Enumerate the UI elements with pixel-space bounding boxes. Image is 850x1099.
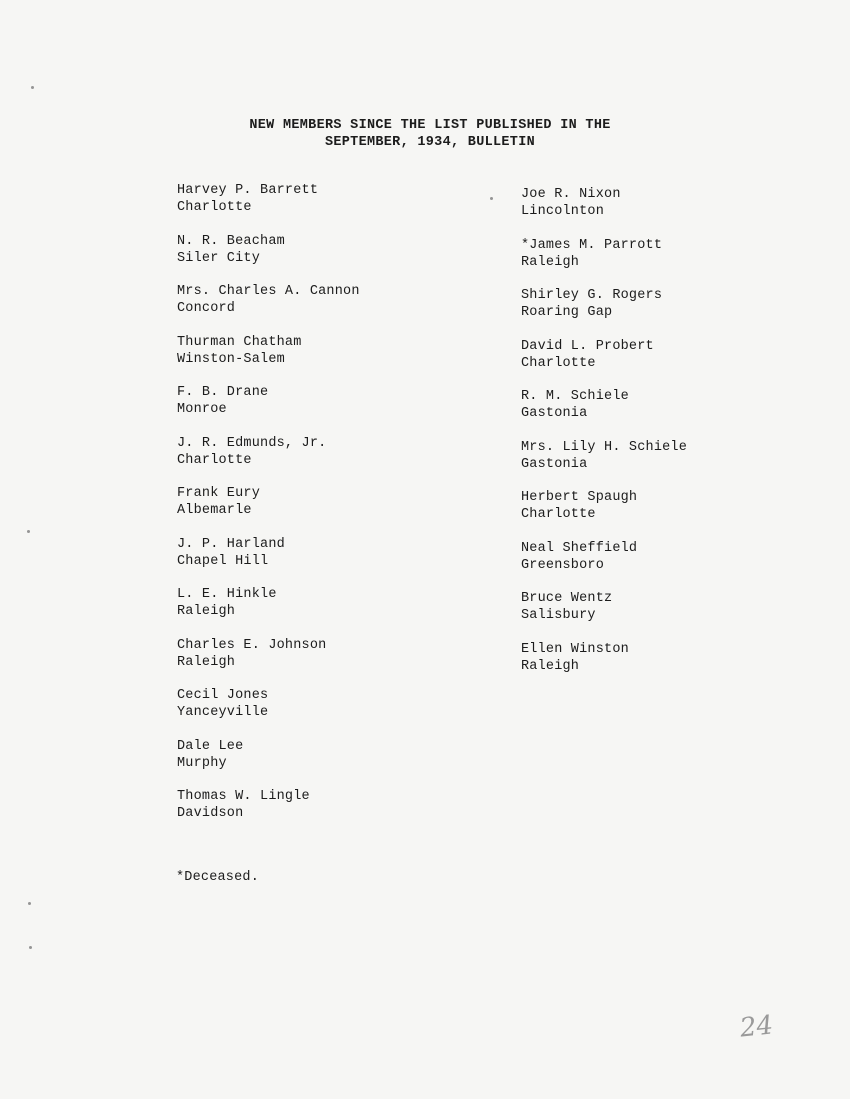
member-place: Greensboro xyxy=(521,557,605,573)
member-entry xyxy=(177,283,360,334)
member-name: Mrs. Charles A. Cannon xyxy=(177,284,360,299)
member-name: F. B. Drane xyxy=(177,385,269,400)
member-entry xyxy=(177,586,360,637)
member-place: Charlotte xyxy=(177,452,252,468)
member-name: Shirley G. Rogers xyxy=(521,288,663,303)
member-entry xyxy=(177,485,360,536)
member-entry xyxy=(521,287,687,338)
member-entry xyxy=(521,590,687,641)
member-place: Davidson xyxy=(177,806,244,821)
member-list-right xyxy=(521,186,687,691)
paper-speck xyxy=(490,197,493,200)
member-place: Chapel Hill xyxy=(177,553,269,569)
member-place: Yanceyville xyxy=(177,705,269,720)
paper-speck xyxy=(29,946,32,949)
member-name: Joe R. Nixon xyxy=(521,187,621,202)
member-place: Salisbury xyxy=(521,608,596,623)
member-name: Frank Eury xyxy=(177,486,261,501)
member-name: Neal Sheffield xyxy=(521,540,638,556)
member-name: Thurman Chatham xyxy=(177,334,302,350)
member-name: Cecil Jones xyxy=(177,688,269,703)
member-place: Raleigh xyxy=(177,604,236,619)
member-name: Mrs. Lily H. Schiele xyxy=(521,439,688,455)
member-entry xyxy=(521,388,687,439)
member-name: J. P. Harland xyxy=(177,536,285,552)
member-place: Raleigh xyxy=(521,658,580,674)
member-name: Bruce Wentz xyxy=(521,591,613,606)
member-entry xyxy=(521,439,687,490)
deceased-footnote: *Deceased. xyxy=(176,870,260,885)
member-name: Dale Lee xyxy=(177,738,244,754)
member-place: Gastonia xyxy=(521,456,588,472)
member-entry xyxy=(521,338,687,389)
member-entry xyxy=(521,237,687,288)
member-entry xyxy=(177,435,360,486)
member-name: N. R. Beacham xyxy=(177,233,285,249)
member-name: Charles E. Johnson xyxy=(177,637,327,653)
member-entry xyxy=(177,738,360,789)
member-entry xyxy=(177,788,360,839)
member-name: L. E. Hinkle xyxy=(177,587,277,602)
member-place: Murphy xyxy=(177,755,227,771)
page-heading xyxy=(0,117,850,151)
member-place: Roaring Gap xyxy=(521,305,613,320)
heading-line-1: NEW MEMBERS SINCE THE LIST PUBLISHED IN THE xyxy=(249,118,611,133)
member-name: J. R. Edmunds, Jr. xyxy=(177,435,327,451)
member-place: Gastonia xyxy=(521,406,588,421)
member-name: Ellen Winston xyxy=(521,641,629,657)
member-entry xyxy=(177,334,360,385)
member-entry xyxy=(521,186,687,237)
member-place: Charlotte xyxy=(521,355,596,371)
member-place: Concord xyxy=(177,301,236,316)
member-list-left xyxy=(177,182,360,839)
member-place: Raleigh xyxy=(177,654,236,670)
member-place: Siler City xyxy=(177,250,261,266)
member-name: *James M. Parrott xyxy=(521,237,663,253)
member-entry xyxy=(177,637,360,688)
member-entry xyxy=(177,384,360,435)
member-place: Charlotte xyxy=(177,200,252,215)
paper-speck xyxy=(27,530,30,533)
member-place: Albemarle xyxy=(177,503,252,518)
member-name: David L. Probert xyxy=(521,338,654,354)
heading-line-2: SEPTEMBER, 1934, BULLETIN xyxy=(324,135,536,150)
member-entry xyxy=(177,536,360,587)
member-entry xyxy=(177,233,360,284)
member-place: Raleigh xyxy=(521,254,580,270)
member-entry xyxy=(521,540,687,591)
member-place: Charlotte xyxy=(521,507,596,522)
member-entry xyxy=(521,489,687,540)
paper-speck xyxy=(31,86,34,89)
member-entry xyxy=(177,182,360,233)
member-place: Winston-Salem xyxy=(177,351,285,367)
member-entry xyxy=(521,641,687,692)
member-entry xyxy=(177,687,360,738)
member-name: Herbert Spaugh xyxy=(521,490,638,505)
member-name: Harvey P. Barrett xyxy=(177,183,319,198)
member-place: Lincolnton xyxy=(521,204,605,219)
member-place: Monroe xyxy=(177,402,227,417)
paper-speck xyxy=(28,902,31,905)
member-name: Thomas W. Lingle xyxy=(177,789,310,804)
handwritten-page-number: 24 xyxy=(738,1010,775,1044)
member-name: R. M. Schiele xyxy=(521,389,629,404)
